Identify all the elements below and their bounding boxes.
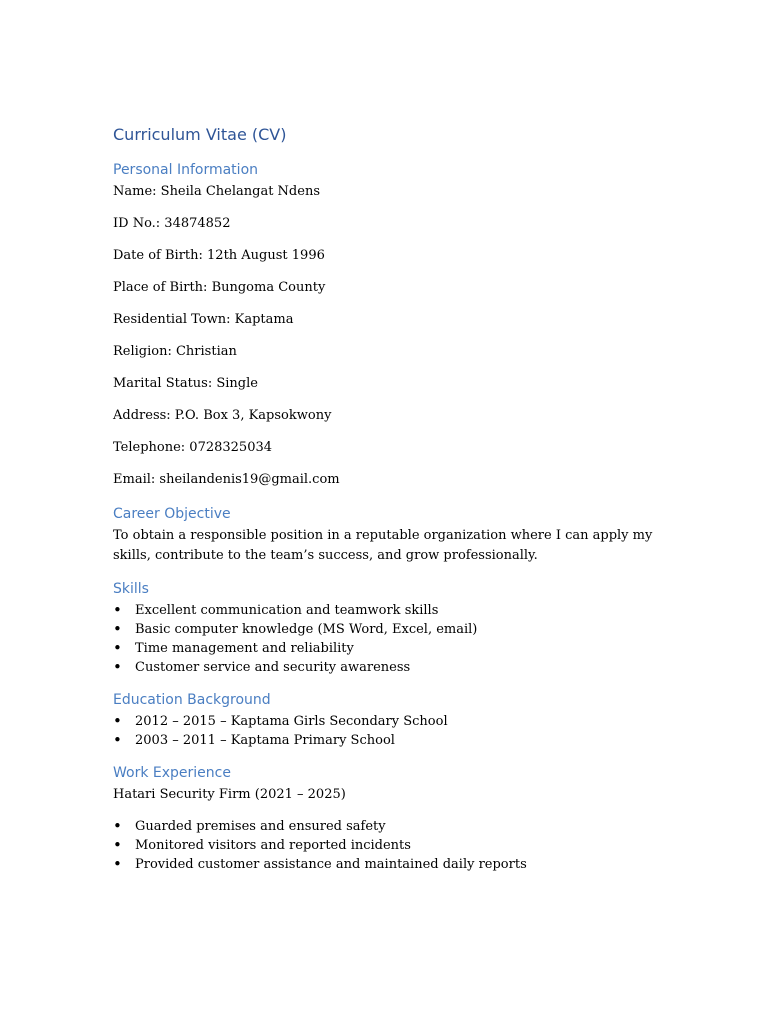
list-item: • Time management and reliability <box>113 639 653 658</box>
document-title: Curriculum Vitae (CV) <box>113 125 287 144</box>
list-item: • Monitored visitors and reported incidents <box>113 836 653 855</box>
list-item: • Excellent communication and teamwork skills <box>113 601 653 620</box>
info-name: Name: Sheila Chelangat Ndens <box>113 184 320 199</box>
info-address: Address: P.O. Box 3, Kapsokwony <box>113 408 332 423</box>
heading-career-objective: Career Objective <box>113 506 231 522</box>
heading-personal-information: Personal Information <box>113 162 259 178</box>
info-telephone: Telephone: 0728325034 <box>113 440 273 455</box>
list-item: • 2012 – 2015 – Kaptama Girls Secondary School <box>113 712 653 731</box>
info-place-of-birth: Place of Birth: Bungoma County <box>113 280 326 295</box>
heading-education-background: Education Background <box>113 692 271 708</box>
list-item: • 2003 – 2011 – Kaptama Primary School <box>113 731 653 750</box>
heading-skills: Skills <box>113 581 149 597</box>
career-objective-text: To obtain a responsible position in a reputable organization where I can apply my skills, contribute to the team’s success, and grow professionally. <box>113 528 653 563</box>
info-residential-town: Residential Town: Kaptama <box>113 312 294 327</box>
info-email: Email: sheilandenis19@gmail.com <box>113 472 340 487</box>
cv-content <box>113 124 653 887</box>
list-item: • Customer service and security awareness <box>113 658 653 677</box>
info-marital-status: Marital Status: Single <box>113 376 258 391</box>
info-id-number: ID No.: 34874852 <box>113 216 231 231</box>
education-list <box>113 712 653 750</box>
list-item: • Provided customer assistance and maintained daily reports <box>113 855 653 874</box>
work-employer: Hatari Security Firm (2021 – 2025) <box>113 787 346 802</box>
list-item: • Basic computer knowledge (MS Word, Excel, email) <box>113 620 653 639</box>
skills-list <box>113 601 653 677</box>
heading-work-experience: Work Experience <box>113 765 231 781</box>
work-duties-list <box>113 817 653 874</box>
info-religion: Religion: Christian <box>113 344 237 359</box>
list-item: • Guarded premises and ensured safety <box>113 817 653 836</box>
info-date-of-birth: Date of Birth: 12th August 1996 <box>113 248 325 263</box>
